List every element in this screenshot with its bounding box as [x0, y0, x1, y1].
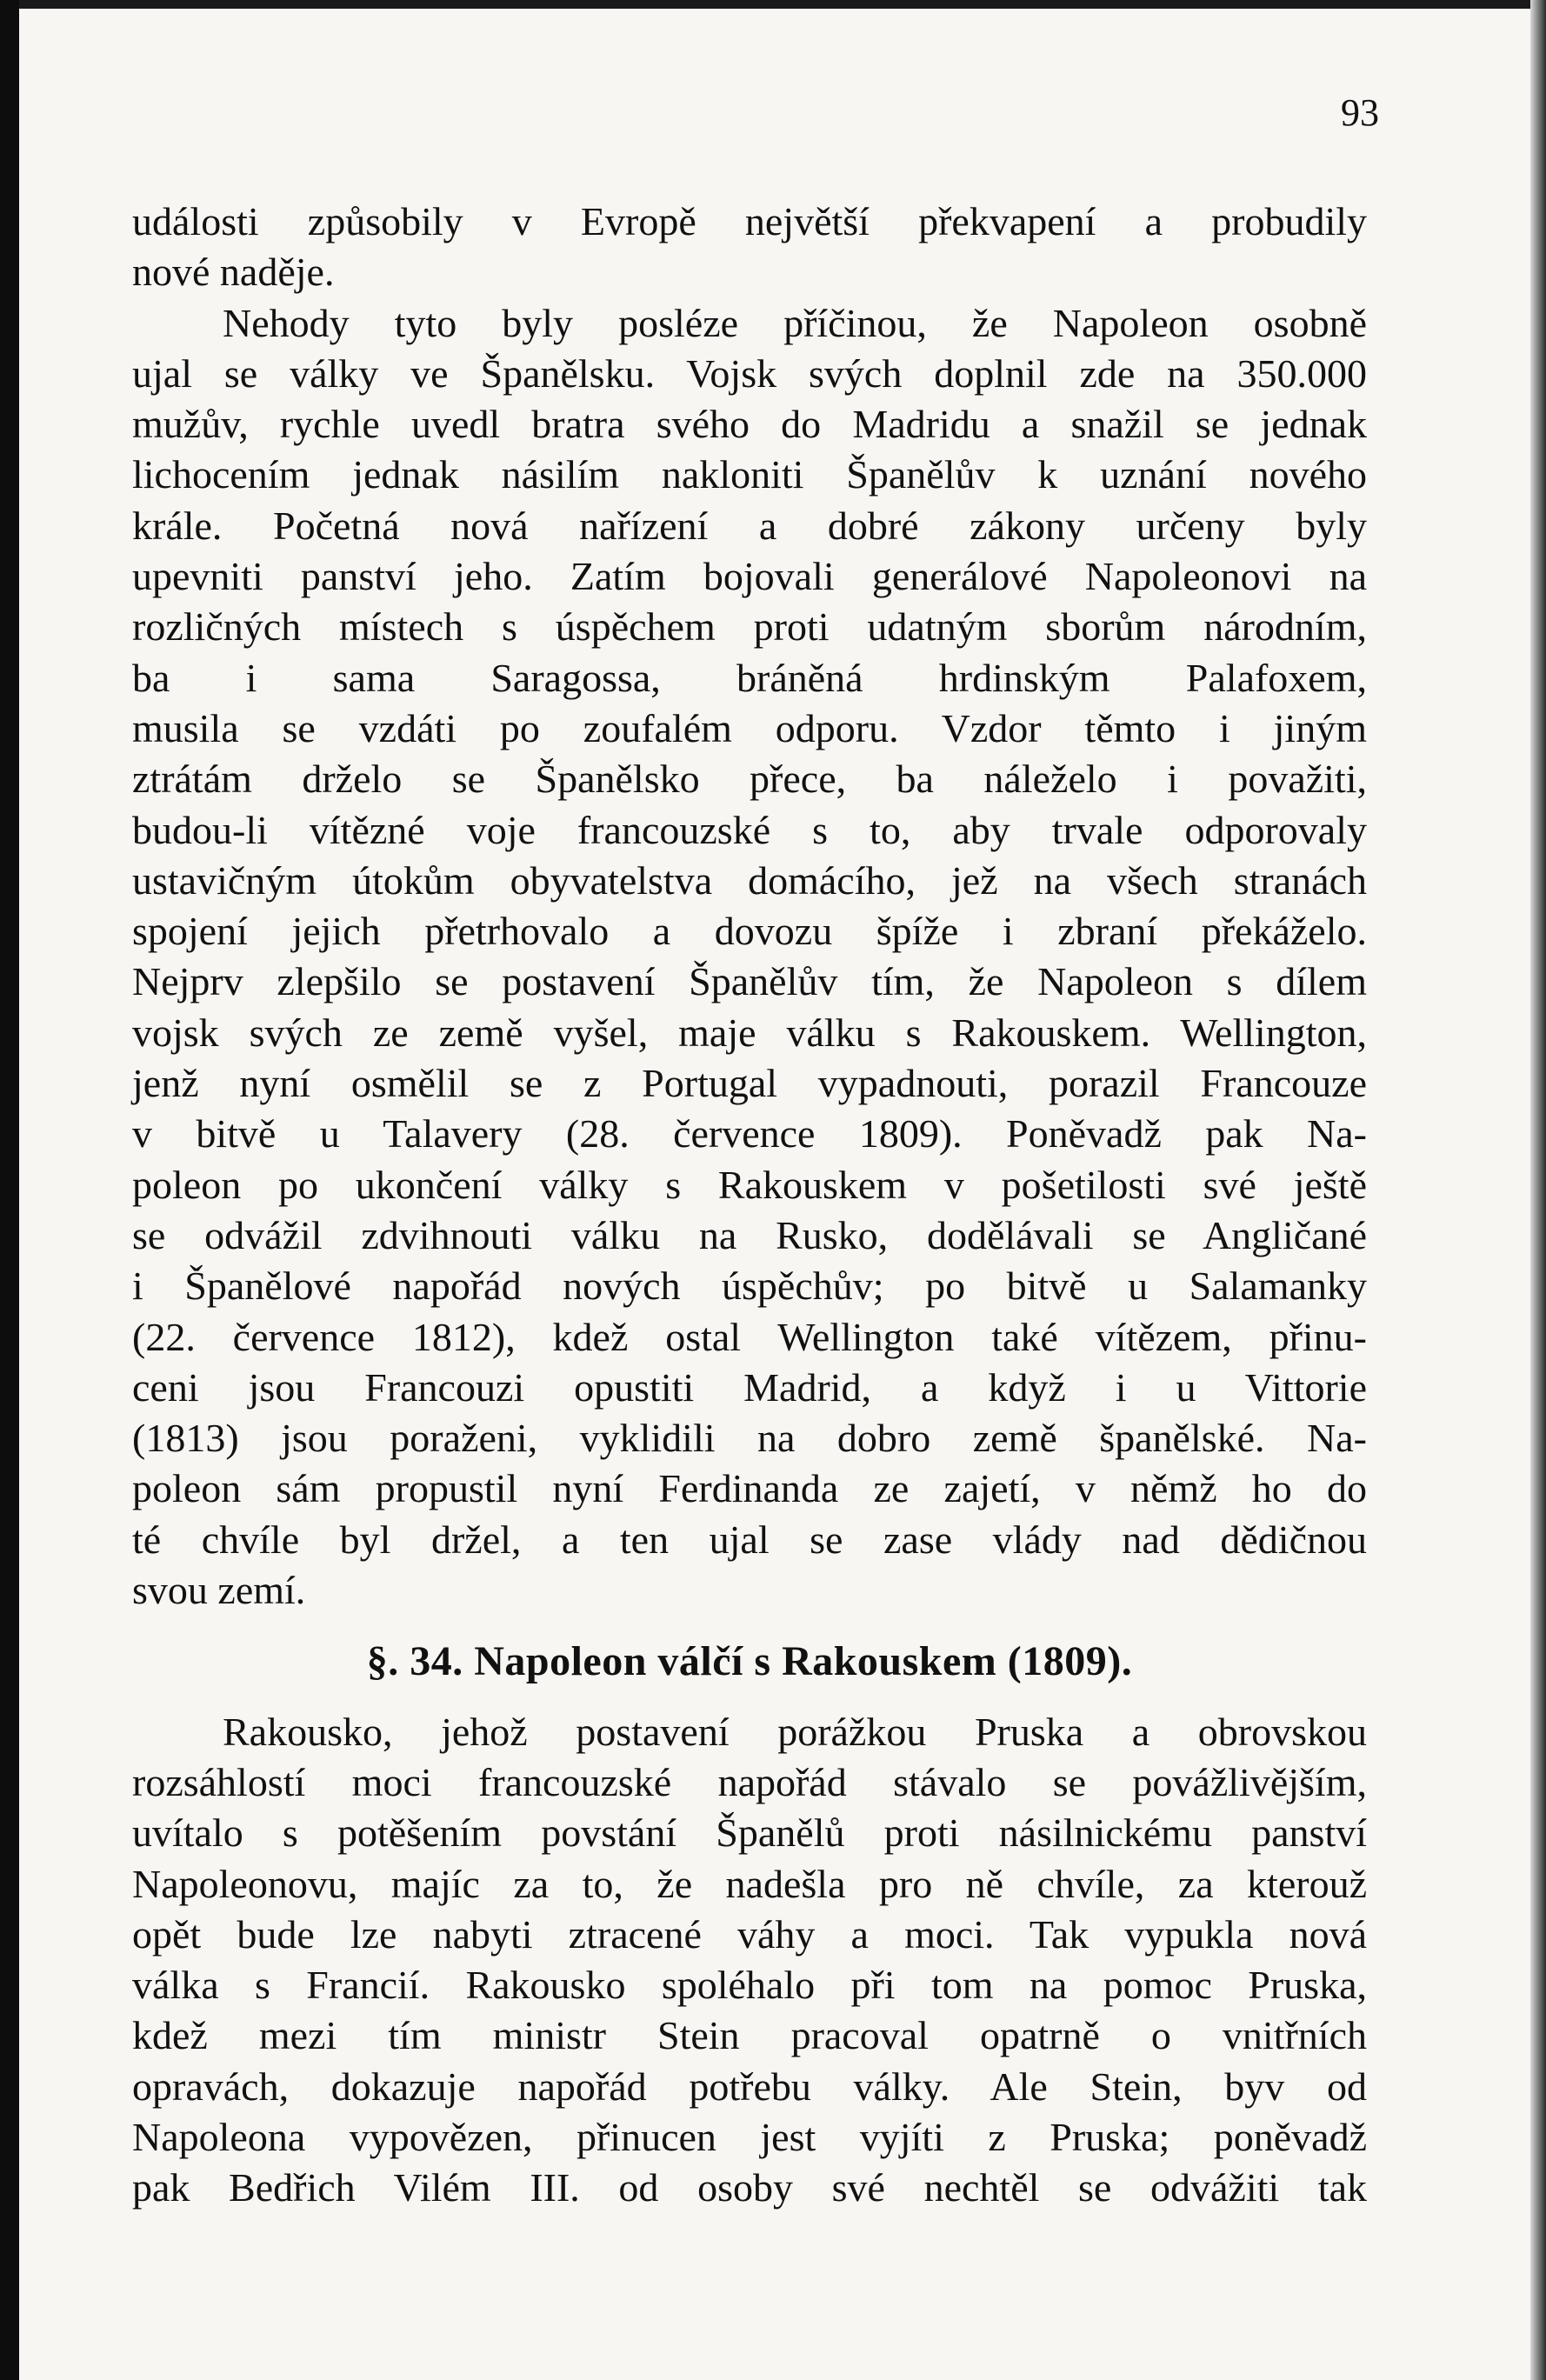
- text-line: krále. Početná nová nařízení a dobré zákony určeny byly: [132, 503, 1367, 548]
- text-line: v bitvě u Talavery (28. července 1809). Poněvadž pak Na-: [132, 1111, 1367, 1157]
- text-line: opravách, dokazuje napořád potřebu války. Ale Stein, byv od: [132, 2063, 1367, 2109]
- text-line: Nehody tyto byly posléze příčinou, že Napoleon osobně: [223, 300, 1367, 345]
- text-line: ustavičným útokům obyvatelstva domácího, jež na všech stranách: [132, 857, 1367, 903]
- page-text: [132, 197, 1367, 2214]
- text-line: Napoleona vypovězen, přinucen jest vyjíti z Pruska; poněvadž: [132, 2114, 1367, 2159]
- text-line: lichocením jednak násilím nakloniti Španělův k uznání nového: [132, 452, 1367, 497]
- text-line: uvítalo s potěšením povstání Španělů proti násilnickému panství: [132, 1810, 1367, 1856]
- text-line: (22. července 1812), kdež ostal Wellington také vítězem, přinu-: [132, 1314, 1367, 1359]
- text-line: události způsobily v Evropě největší překvapení a probudily: [132, 199, 1367, 243]
- text-line: svou zemí.: [132, 1568, 306, 1613]
- text-line: Rakousko, jehož postavení porážkou Pruska a obrovskou: [223, 1709, 1367, 1754]
- scan-edge-right: [1530, 0, 1546, 2380]
- section-heading: §. 34. Napoleon válčí s Rakouskem (1809).: [366, 1638, 1133, 1685]
- text-line: nové naděje.: [132, 250, 335, 295]
- text-line: ba i sama Saragossa, bráněná hrdinským Palafoxem,: [132, 655, 1367, 700]
- text-line: poleon sám propustil nyní Ferdinanda ze zajetí, v němž ho do: [132, 1466, 1367, 1511]
- text-line: ztrátám drželo se Španělsko přece, ba náleželo i považiti,: [132, 757, 1367, 802]
- scan-edge-left: [0, 0, 19, 2380]
- text-line: pak Bedřich Vilém III. od osoby své nechtěl se odvážiti tak: [132, 2165, 1367, 2210]
- text-line: jenž nyní osmělil se z Portugal vypadnouti, porazil Francouze: [132, 1061, 1367, 1106]
- text-line: (1813) jsou poraženi, vyklidili na dobro země španělské. Na-: [132, 1416, 1367, 1461]
- text-line: válka s Francií. Rakousko spoléhalo při tom na pomoc Pruska,: [132, 1963, 1367, 2008]
- text-line: kdež mezi tím ministr Stein pracoval opatrně o vnitřních: [132, 2013, 1367, 2058]
- text-line: i Španělové napořád nových úspěchův; po bitvě u Salamanky: [132, 1263, 1367, 1309]
- text-line: budou-li vítězné voje francouzské s to, aby trvale odporovaly: [132, 807, 1367, 852]
- text-line: se odvážil zdvihnouti válku na Rusko, dodělávali se Angličané: [132, 1212, 1367, 1257]
- text-line: spojení jejich přetrhovalo a dovozu špíže i zbraní překáželo.: [132, 909, 1367, 954]
- text-line: ceni jsou Francouzi opustiti Madrid, a když i u Vittorie: [132, 1364, 1367, 1410]
- text-line: Napoleonovu, majíc za to, že nadešla pro ně chvíle, za kterouž: [132, 1861, 1367, 1906]
- text-line: mužův, rychle uvedl bratra svého do Madridu a snažil se jednak: [132, 402, 1367, 447]
- text-line: opět bude lze nabyti ztracené váhy a moci. Tak vypukla nová: [132, 1911, 1367, 1957]
- text-line: poleon po ukončení války s Rakouskem v pošetilosti své ještě: [132, 1162, 1367, 1207]
- scan-edge-top: [0, 0, 1546, 9]
- text-line: rozsáhlostí moci francouzské napořád stávalo se povážlivějším,: [132, 1759, 1367, 1804]
- text-line: upevniti panství jeho. Zatím bojovali generálové Napoleonovi na: [132, 554, 1367, 599]
- page-number: 93: [1341, 91, 1379, 134]
- text-line: ujal se války ve Španělsku. Vojsk svých doplnil zde na 350.000: [132, 350, 1367, 396]
- text-line: té chvíle byl držel, a ten ujal se zase vlády nad dědičnou: [132, 1517, 1367, 1562]
- text-line: Nejprv zlepšilo se postavení Španělův tím, že Napoleon s dílem: [132, 959, 1367, 1004]
- text-line: rozličných místech s úspěchem proti udatným sborům národním,: [132, 604, 1367, 650]
- text-line: musila se vzdáti po zoufalém odporu. Vzdor těmto i jiným: [132, 705, 1367, 750]
- text-line: vojsk svých ze země vyšel, maje válku s Rakouskem. Wellington,: [132, 1010, 1367, 1055]
